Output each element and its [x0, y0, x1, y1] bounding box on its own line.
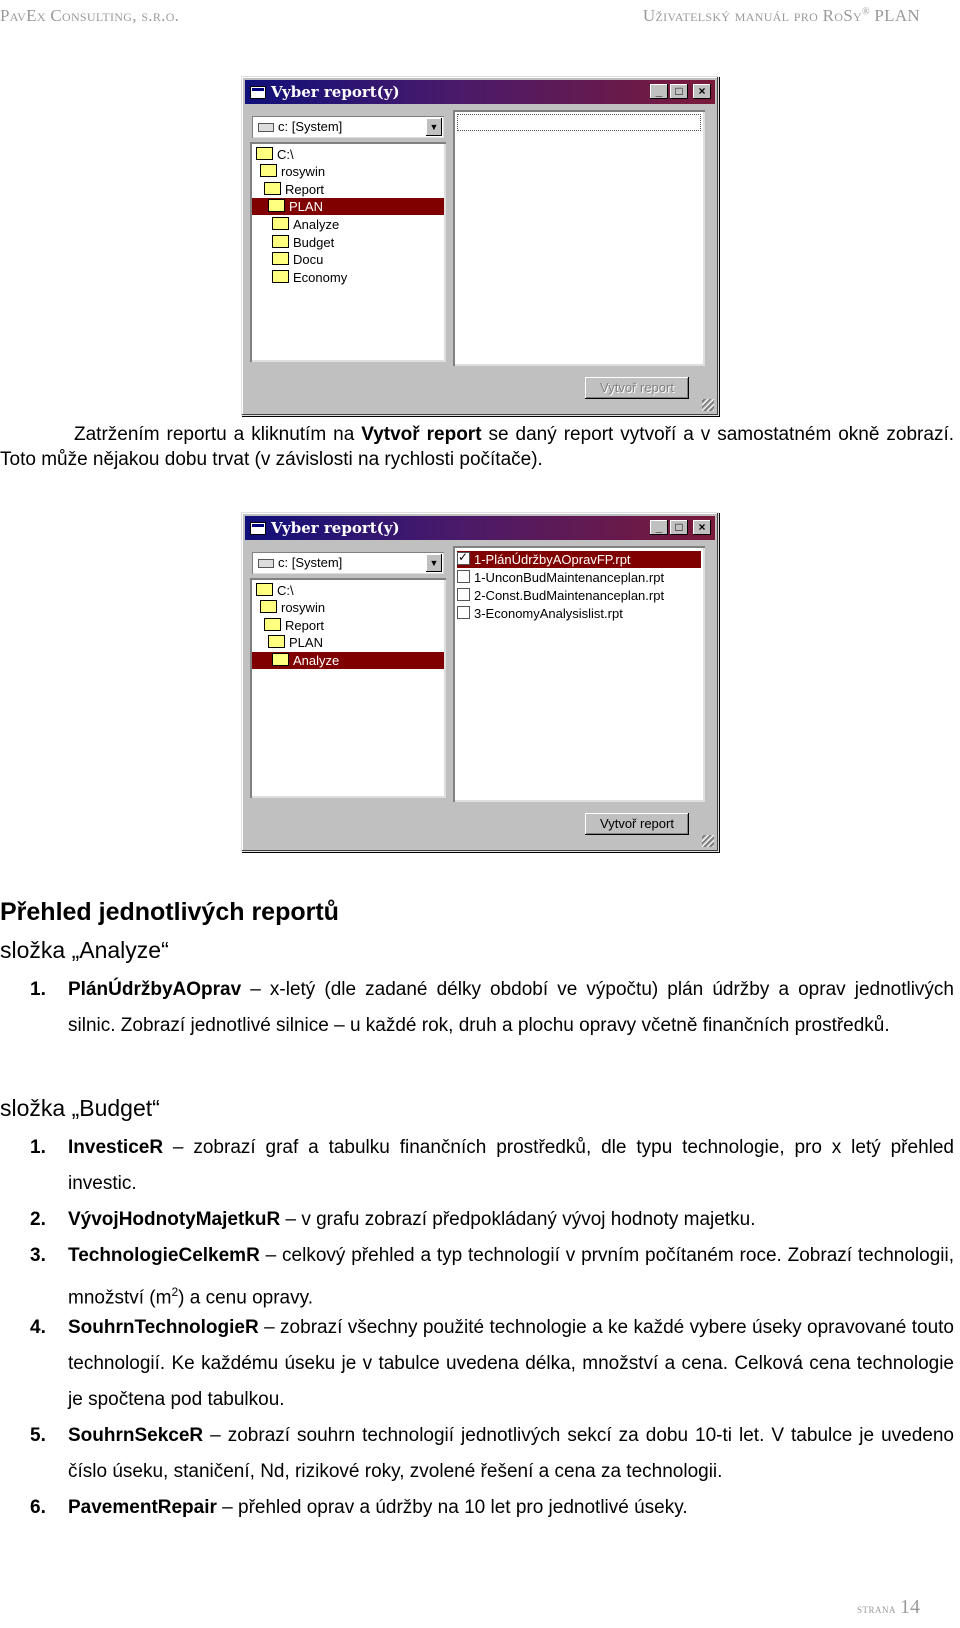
open-folder-icon — [264, 618, 281, 631]
open-folder-icon — [256, 147, 273, 160]
instruction-paragraph: Zatržením reportu a kliknutím na Vytvoř report se daný report vytvoří a v samostatném okně zobrazí. Toto může nějakou dobu trvat (v závislosti na rychlosti počítače). — [0, 424, 954, 470]
file-item[interactable]: 1-UnconBudMaintenanceplan.rpt — [457, 569, 664, 586]
tree-item-docu[interactable]: Docu — [272, 251, 323, 268]
section-title: Přehled jednotlivých reportů — [0, 898, 339, 926]
folder-icon — [272, 252, 289, 265]
drive-select[interactable] — [252, 116, 444, 138]
folder-icon — [272, 270, 289, 283]
checkbox[interactable] — [457, 606, 470, 619]
folder-tree[interactable] — [250, 142, 446, 362]
window-title: Vyber report(y) — [271, 83, 400, 101]
folder-icon — [272, 235, 289, 248]
tree-item-analyze[interactable]: Analyze — [252, 652, 444, 669]
list-item: 6. PavementRepair – přehled oprav a údržby na 10 let pro jednotlivé úseky. — [30, 1497, 688, 1518]
title-bar — [245, 516, 715, 540]
tree-item-report[interactable]: Report — [264, 617, 324, 634]
report-dialog-2 — [241, 512, 719, 852]
drive-select-value: c: [System] — [278, 555, 343, 570]
list-item: 1. PlánÚdržbyAOprav – x-letý (dle zadané délky období ve výpočtu) plán údržby a oprav jednotlivých silnic. Zobrazí jednotlivé silnice – u každé rok, druh a plochu opravy včetně finančních prostředků. — [30, 979, 954, 1036]
folder-tree[interactable] — [250, 578, 446, 798]
chevron-down-icon[interactable]: ▼ — [426, 554, 442, 572]
drive-select[interactable] — [252, 552, 444, 574]
checkbox-checked[interactable] — [457, 552, 470, 565]
report-file-list[interactable] — [453, 546, 705, 802]
file-item[interactable]: 2-Const.BudMaintenanceplan.rpt — [457, 587, 664, 604]
list-item: 4. SouhrnTechnologieR – zobrazí všechny použité technologie a ke každé vybere úseky opravované touto technologií. Ke každému úseku je v tabulce uvedena délka, množství a cena. Celková cena technologie je spočtena pod tabulkou. — [30, 1317, 954, 1410]
create-report-button[interactable]: Vytvoř report — [585, 813, 689, 835]
header-company: PavEx Consulting, s.r.o. — [0, 6, 180, 25]
tree-item-analyze[interactable]: Analyze — [272, 216, 339, 233]
window-title: Vyber report(y) — [271, 519, 400, 537]
create-report-button[interactable]: Vytvoř report — [585, 377, 689, 399]
tree-item-rosywin[interactable]: rosywin — [260, 599, 325, 616]
open-folder-icon — [260, 164, 277, 177]
tree-item-report[interactable]: Report — [264, 181, 324, 198]
open-folder-icon — [260, 600, 277, 613]
tree-item-budget[interactable]: Budget — [272, 234, 334, 251]
file-item[interactable]: 3-EconomyAnalysislist.rpt — [457, 605, 623, 622]
drive-icon — [258, 123, 274, 132]
resize-grip-icon[interactable] — [702, 399, 714, 411]
tree-item-plan[interactable]: PLAN — [268, 634, 323, 651]
drive-select-value: c: [System] — [278, 119, 343, 134]
minimize-icon[interactable]: _ — [650, 520, 668, 535]
tree-item-c[interactable]: C:\ — [256, 146, 294, 163]
folder-heading-budget: složka „Budget“ — [0, 1095, 160, 1121]
tree-item-rosywin[interactable]: rosywin — [260, 163, 325, 180]
list-item: 3. TechnologieCelkemR – celkový přehled a typ technologií v prvním počítaném roce. Zobrazí technologii, množství $(m^2)$ a cenu opravy. — [30, 1245, 954, 1309]
open-folder-icon — [268, 635, 285, 648]
drive-icon — [258, 559, 274, 568]
minimize-icon[interactable]: _ — [650, 84, 668, 99]
close-icon[interactable]: × — [693, 520, 711, 535]
window-icon — [250, 522, 266, 535]
folder-heading-analyze: složka „Analyze“ — [0, 937, 169, 963]
folder-icon — [272, 217, 289, 230]
open-folder-icon — [264, 182, 281, 195]
maximize-icon[interactable]: □ — [670, 84, 688, 99]
resize-grip-icon[interactable] — [702, 835, 714, 847]
checkbox[interactable] — [457, 588, 470, 601]
list-item: 1. InvesticeR – zobrazí graf a tabulku finančních prostředků, dle typu technologie, pro x letý přehled investic. — [30, 1137, 954, 1194]
list-item: 2. VývojHodnotyMajetkuR – v grafu zobrazí předpokládaný vývoj hodnoty majetku. — [30, 1209, 756, 1230]
open-folder-icon — [268, 199, 285, 212]
report-file-list[interactable] — [453, 110, 705, 366]
tree-item-plan[interactable]: PLAN — [252, 198, 444, 215]
open-folder-icon — [272, 653, 289, 666]
chevron-down-icon[interactable]: ▼ — [426, 118, 442, 136]
close-icon[interactable]: × — [693, 84, 711, 99]
list-item: 5. SouhrnSekceR – zobrazí souhrn technologií jednotlivých sekcí za dobu 10-ti let. V tabulce je uvedeno číslo úseku, staničení, Nd, rizikové roky, zvolené řešení a cena za technologii. — [30, 1425, 954, 1482]
tree-item-economy[interactable]: Economy — [272, 269, 347, 286]
report-dialog-1 — [241, 76, 719, 416]
file-item[interactable]: ✓1-PlánÚdržbyAOpravFP.rpt — [457, 551, 701, 568]
window-icon — [250, 86, 266, 99]
focus-rect — [457, 114, 701, 131]
header-manual-title: Uživatelský manuál pro RoSy® PLAN — [642, 6, 920, 25]
open-folder-icon — [256, 583, 273, 596]
page-number: strana 14 — [856, 1596, 920, 1618]
tree-item-c[interactable]: C:\ — [256, 582, 294, 599]
maximize-icon[interactable]: □ — [670, 520, 688, 535]
title-bar — [245, 80, 715, 104]
checkbox[interactable] — [457, 570, 470, 583]
